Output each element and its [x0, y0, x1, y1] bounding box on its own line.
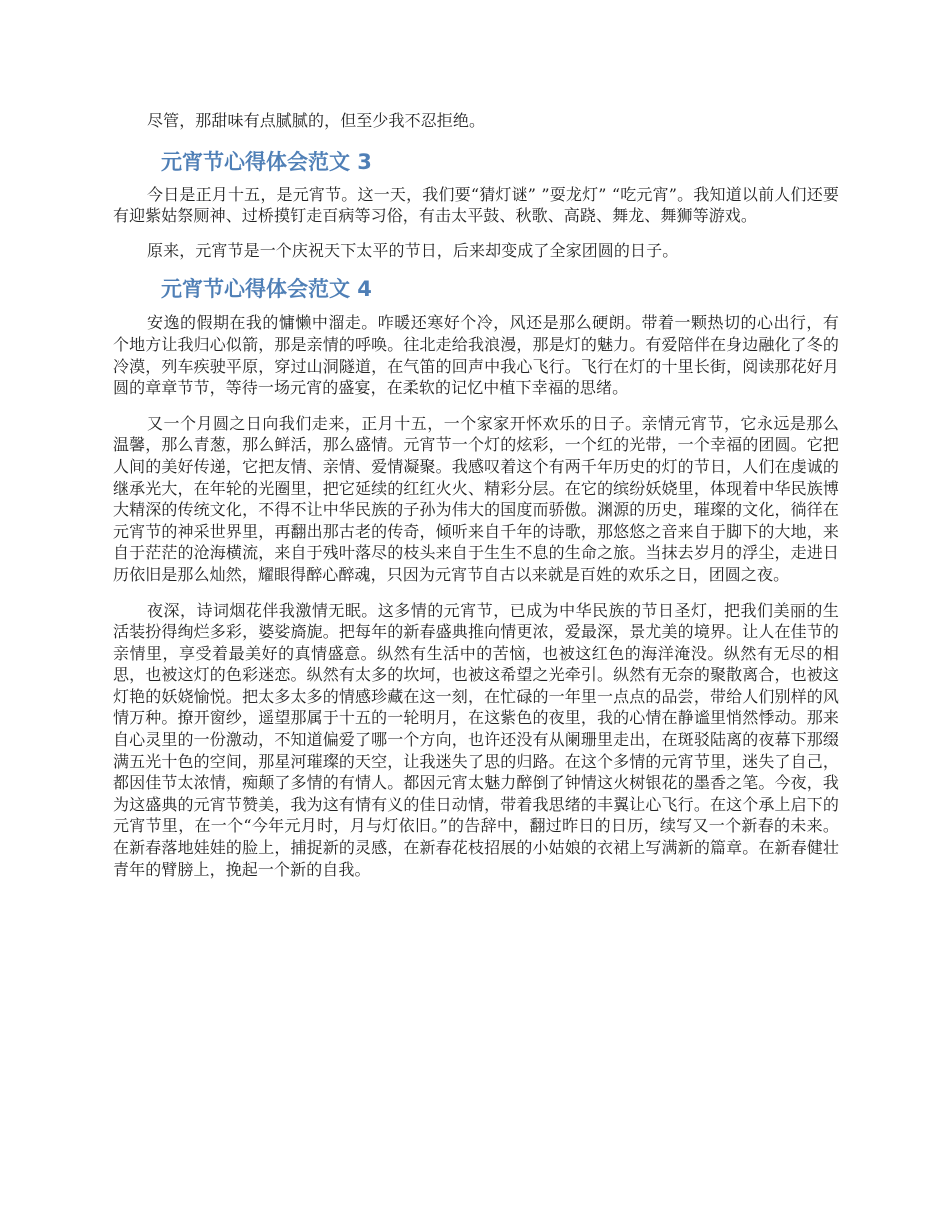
- document-page: [113, 110, 839, 880]
- section-3-paragraph-1: 今日是正月十五，是元宵节。这一天，我们要“猜灯谜” ”耍龙灯” “吃元宵”。我知道以前人们还要有迎紫姑祭厕神、过桥摸钉走百病等习俗，有击太平鼓、秋歌、高跷、舞龙、舞狮等游戏。: [113, 184, 839, 226]
- section-4-paragraph-1: 安逸的假期在我的慵懒中溜走。咋暖还寒好个冷，风还是那么硬朗。带着一颗热切的心出行，有个地方让我归心似箭，那是亲情的呼唤。往北走给我浪漫，那是灯的魅力。有爱陪伴在身边融化了冬的冷漠，列车疾驶平原，穿过山洞隧道，在气笛的回声中我心飞行。飞行在灯的十里长街，阅读那花好月圆的章章节节，等待一场元宵的盛宴，在柔软的记忆中植下幸福的思绪。: [113, 313, 839, 398]
- section-heading-3: 元宵节心得体会范文 3: [161, 149, 372, 174]
- section-heading-4: 元宵节心得体会范文 4: [161, 277, 372, 302]
- section-3-paragraph-2: 原来，元宵节是一个庆祝天下太平的节日，后来却变成了全家团圆的日子。: [147, 240, 679, 260]
- section-4-paragraph-3: 夜深，诗词烟花伴我激情无眠。这多情的元宵节，已成为中华民族的节日圣灯，把我们美丽的生活装扮得绚烂多彩，婆娑旖旎。把每年的新春盛典推向情更浓，爱最深，景尤美的境界。让人在佳节的亲情里，享受着最美好的真情盛意。纵然有生活中的苦恼，也被这红色的海洋淹没。纵然有无尽的相思，也被这灯的色彩迷恋。纵然有太多的坎坷，也被这希望之光牵引。纵然有无奈的聚散离合，也被这灯艳的妖娆愉悦。把太多太多的情感珍藏在这一刻，在忙碌的一年里一点点的品尝，带给人们别样的风情万种。撩开窗纱，遥望那属于十五的一轮明月，在这紫色的夜里，我的心情在静谧里悄然悸动。那来自心灵里的一份激动，不知道偏爱了哪一个方向，也许还没有从阑珊里走出，在斑驳陆离的夜幕下那缀满五光十色的空间，那星河璀璨的天空，让我迷失了思的归路。在这个多情的元宵节里，迷失了自己，都因佳节太浓情，痴颠了多情的有情人。都因元宵太魅力醉倒了钟情这火树银花的墨香之笔。今夜，我为这盛典的元宵节赞美，我为这有情有义的佳日动情，带着我思绪的丰翼让心飞行。在这个承上启下的元宵节里，在一个“今年元月时，月与灯依旧。”的告辞中，翻过昨日的日历，续写又一个新春的未来。在新春落地娃娃的脸上，捕捉新的灵感，在新春花枝招展的小姑娘的衣裙上写满新的篇章。在新春健壮青年的臂膀上，挽起一个新的自我。: [113, 600, 839, 879]
- intro-paragraph: 尽管，那甜味有点腻腻的，但至少我不忍拒绝。: [147, 111, 486, 130]
- section-4-paragraph-2: 又一个月圆之日向我们走来，正月十五，一个家家开怀欢乐的日子。亲情元宵节，它永远是那么温馨，那么青葱，那么鲜活，那么盛情。元宵节一个灯的炫彩，一个红的光带，一个幸福的团圆。它把人间的美好传递，它把友情、亲情、爱情凝聚。我感叹着这个有两千年历史的灯的节日，人们在虔诚的继承光大，在年轮的光圈里，把它延续的红红火火、精彩分层。在它的缤纷妖娆里，体现着中华民族博大精深的传统文化，不得不让中华民族的子孙为伟大的国度而骄傲。渊源的历史，璀璨的文化，徜徉在元宵节的神采世界里，再翻出那古老的传奇，倾听来自千年的诗歌，那悠悠之音来自于脚下的大地，来自于茫茫的沧海横流，来自于残叶落尽的枝头来自于生生不息的生命之旅。当抹去岁月的浮尘，走进日历依旧是那么灿然，耀眼得醉心醉魂，只因为元宵节自古以来就是百姓的欢乐之日，团圆之夜。: [113, 413, 839, 584]
